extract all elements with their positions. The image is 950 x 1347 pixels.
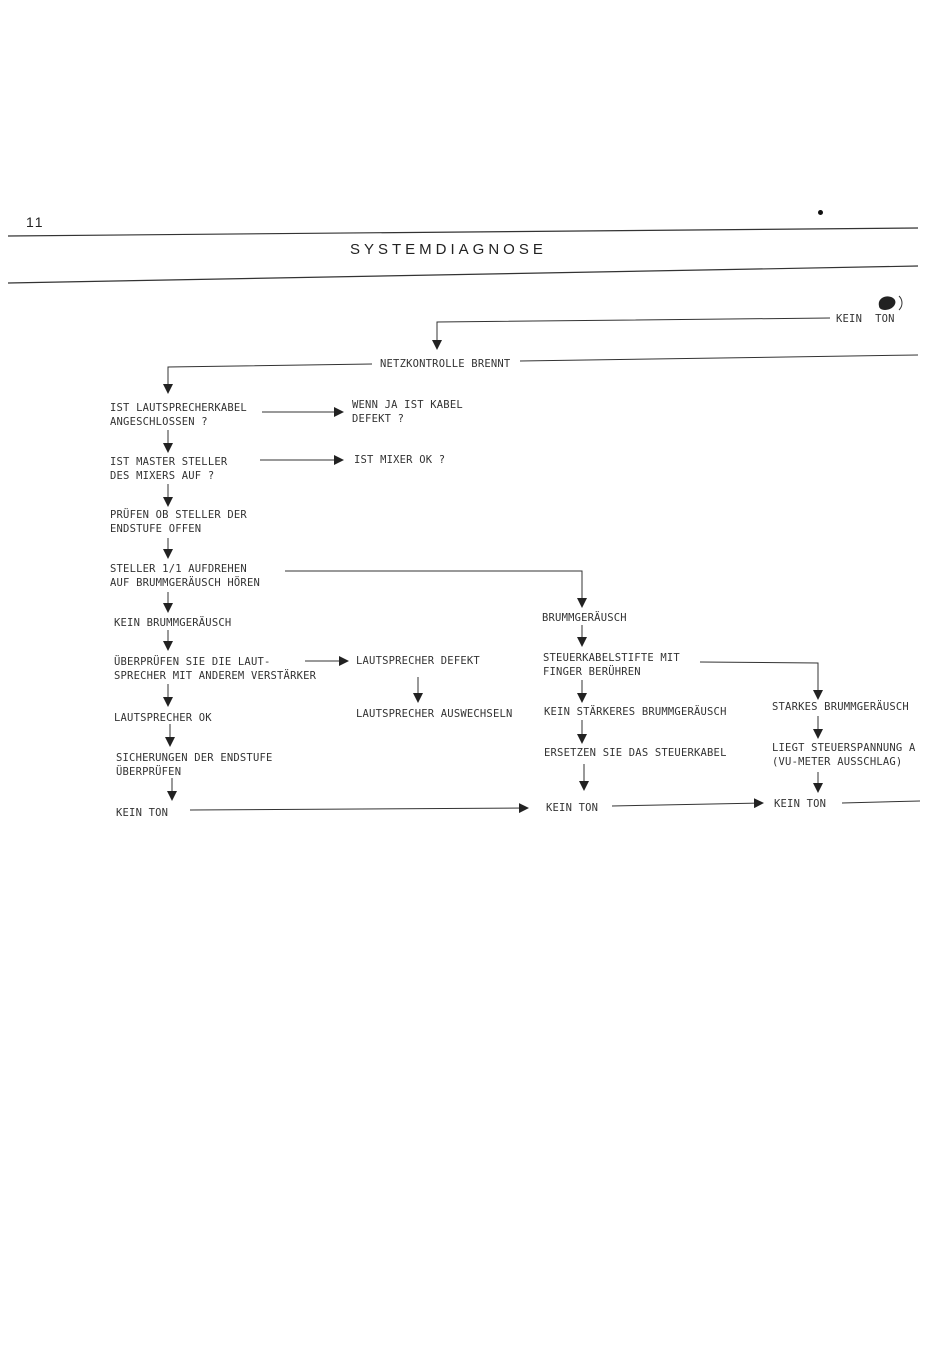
node-steuerkabelstifte: STEUERKABELSTIFTE MIT FINGER BERÜHREN (543, 652, 680, 678)
node-brumm: BRUMMGERÄUSCH (542, 612, 627, 624)
node-lautsprecherkabel: IST LAUTSPRECHERKABEL ANGESCHLOSSEN ? (110, 402, 247, 428)
node-steller-aufdrehen: STELLER 1/1 AUFDREHEN AUF BRUMMGERÄUSCH HÖREN (110, 563, 260, 589)
node-kabel-defekt: WENN JA IST KABEL DEFEKT ? (352, 399, 463, 425)
header-rule-bottom (8, 266, 918, 283)
arrow-kein-ton-2-to-3 (612, 803, 763, 806)
node-starkes-brumm: STARKES BRUMMGERÄUSCH (772, 701, 909, 713)
node-kein-ton-top: KEIN TON (836, 313, 895, 325)
node-master-steller: IST MASTER STELLER DES MIXERS AUF ? (110, 456, 228, 482)
page-title: SYSTEMDIAGNOSE (350, 241, 547, 258)
arrow-steller-to-brumm (285, 571, 582, 607)
node-kein-brumm: KEIN BRUMMGERÄUSCH (114, 617, 232, 629)
node-lautsprecher-defekt: LAUTSPRECHER DEFEKT (356, 655, 480, 667)
node-lautsprecher-pruefen: ÜBERPRÜFEN SIE DIE LAUT- SPRECHER MIT ANDEREM VERSTÄRKER (114, 656, 317, 682)
node-mixer-ok: IST MIXER OK ? (354, 454, 446, 466)
page-number: 11 (26, 214, 45, 230)
arrow-netz-to-kabel (168, 364, 372, 393)
node-steuerspannung: LIEGT STEUERSPANNUNG A (VU-METER AUSSCHLAG) (772, 742, 916, 768)
line-kein-ton-3-right (842, 801, 920, 803)
arrow-kein-ton-to-netz (437, 318, 830, 349)
node-lautsprecher-auswechseln: LAUTSPRECHER AUSWECHSELN (356, 708, 513, 720)
node-endstufe-pruefen: PRÜFEN OB STELLER DER ENDSTUFE OFFEN (110, 509, 247, 535)
node-kein-ton-1: KEIN TON (116, 807, 169, 819)
node-kein-staerkeres: KEIN STÄRKERES BRUMMGERÄUSCH (544, 706, 727, 718)
node-kein-ton-2: KEIN TON (546, 802, 599, 814)
header-rule-top (8, 228, 918, 236)
line-netz-right (520, 355, 918, 361)
node-steuerkabel-ersetzen: ERSETZEN SIE DAS STEUERKABEL (544, 747, 727, 759)
node-sicherungen: SICHERUNGEN DER ENDSTUFE ÜBERPRÜFEN (116, 752, 273, 778)
node-kein-ton-3: KEIN TON (774, 798, 827, 810)
arrow-stifte-to-starkes (700, 662, 818, 699)
arrow-kein-ton-1-to-2 (190, 808, 528, 810)
node-netzkontrolle: NETZKONTROLLE BRENNT (380, 358, 511, 370)
node-lautsprecher-ok: LAUTSPRECHER OK (114, 712, 212, 724)
